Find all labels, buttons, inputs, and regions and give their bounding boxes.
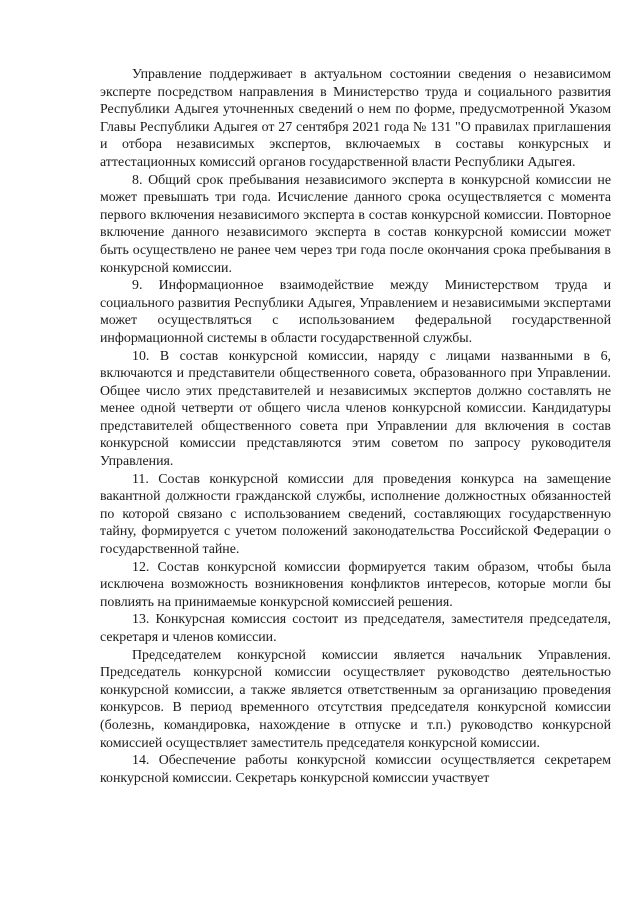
- paragraph-chairman-duties: Председателем конкурсной комиссии является начальник Управления. Председатель конкурсной комиссии осуществляет руководство деятельностью конкурсной комиссии, а также является ответственным за организацию проведения конкурсов. В период временного отсутствия председателя конкурсной комиссии (болезнь, командировка, нахождение в отпуске и т.п.) руководство конкурсной комиссией осуществляет заместитель председателя конкурсной комиссии.: [100, 647, 611, 751]
- paragraph-8-term-of-stay: 8. Общий срок пребывания независимого эксперта в конкурсной комиссии не может превышать три года. Исчисление данного срока осуществляется с момента первого включения независимого эксперта в состав конкурсной комиссии. Повторное включение данного независимого эксперта в состав конкурсной комиссии может быть осуществлено не ранее чем через три года после окончания срока пребывания в конкурсной комиссии.: [100, 172, 611, 276]
- paragraph-14-secretary: 14. Обеспечение работы конкурсной комиссии осуществляется секретарем конкурсной комиссии. Секретарь конкурсной комиссии участвует: [100, 753, 611, 786]
- paragraph-11-state-secret: 11. Состав конкурсной комиссии для проведения конкурса на замещение вакантной должности гражданской службы, исполнение должностных обязанностей по которой связано с использованием сведений, составляющих государственную тайну, формируется с учетом положений законодательства Российской Федерации о государственной тайне.: [100, 471, 611, 558]
- paragraph-independent-expert-info: Управление поддерживает в актуальном состоянии сведения о независимом эксперте посредством направления в Министерство труда и социального развития Республики Адыгея уточненных сведений о нем по форме, предусмотренной Указом Главы Республики Адыгея от 27 сентября 2021 года № 131 "О правилах приглашения и отбора независимых экспертов, включаемых в составы конкурсных и аттестационных комиссий органов государственной власти Республики Адыгея.: [100, 67, 611, 170]
- paragraph-12-conflict-of-interest: 12. Состав конкурсной комиссии формируется таким образом, чтобы была исключена возможность возникновения конфликтов интересов, которые могли бы повлиять на принимаемые конкурсной комиссией решения.: [100, 559, 611, 610]
- paragraph-10-commission-composition: 10. В состав конкурсной комиссии, наряду с лицами названными в 6, включаются и представители общественного совета, образованного при Управлении. Общее число этих представителей и независимых экспертов должно составлять не менее одной четверти от общего числа членов конкурсной комиссии. Кандидатуры представителей общественного совета при Управлении для включения в состав конкурсной комиссии представляются этим советом по запросу руководителя Управления.: [100, 348, 611, 470]
- paragraph-13-commission-members: 13. Конкурсная комиссия состоит из председателя, заместителя председателя, секретаря и членов комиссии.: [100, 612, 611, 645]
- paragraph-9-information-interaction: 9. Информационное взаимодействие между Министерством труда и социального развития Республики Адыгея, Управлением и независимыми экспертами может осуществляться с использованием федеральной государственной информационной системы в области государственной службы.: [100, 278, 611, 346]
